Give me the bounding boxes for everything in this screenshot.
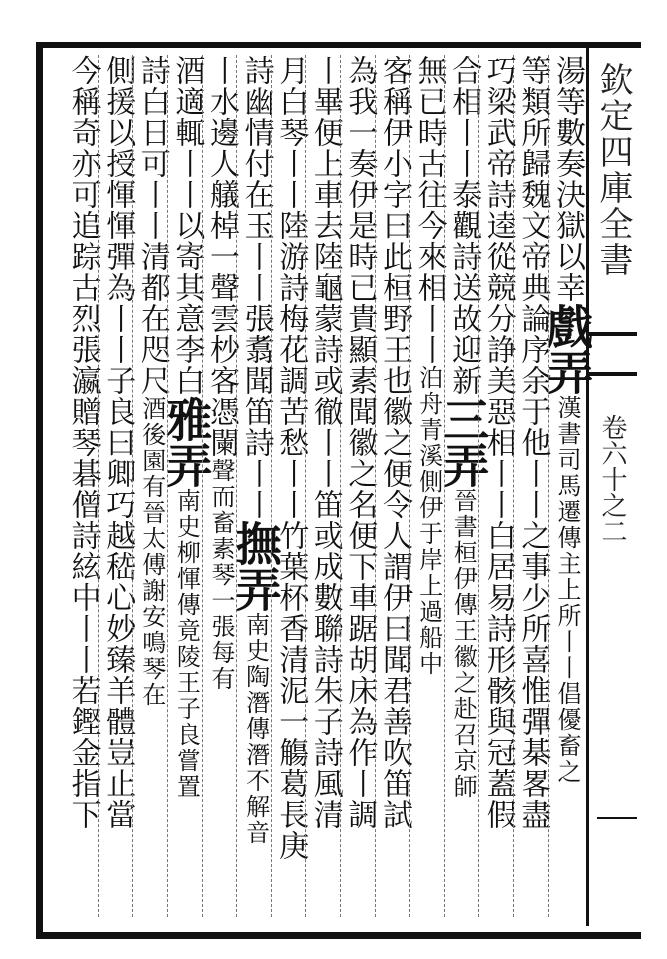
text-column [271, 55, 309, 917]
body-text: 等類所歸魏文帝典論序余于他丨丨之事少所喜惟彈棊畧盡 [515, 55, 551, 830]
column-rule [548, 55, 549, 917]
annotation-text: 酒後園有晉太傅謝安鳴琴在 [137, 396, 166, 708]
column-rule [409, 55, 410, 917]
body-text: 丨畢便上車去陸龜蒙詩或徹丨丨笛或成數聯詩朱子詩風清 [307, 55, 343, 830]
column-rule [375, 55, 376, 917]
text-column [375, 55, 413, 917]
column-rule [478, 55, 479, 917]
text-column [133, 55, 171, 917]
text-column [98, 55, 136, 917]
annotation-text: 聲而畜素琴一張每有 [207, 458, 235, 692]
strip-divider [597, 817, 637, 819]
column-rule [167, 55, 168, 917]
body-text: 無已時古往今來相丨丨 [411, 55, 447, 365]
column-rule [305, 55, 306, 917]
text-column [64, 55, 102, 917]
column-rule [202, 55, 203, 917]
body-text: 客稱伊小字曰此桓野王也徽之便令人謂伊曰聞君善吹笛試 [377, 55, 412, 830]
body-text: 湯等數奏決獄以幸 [550, 55, 585, 303]
entry-heading: 三弄 [436, 396, 491, 488]
body-text: 月白琴丨丨陸游詩梅花調苦愁丨丨竹葉杯香清泥一觴葛長庚 [273, 55, 309, 861]
column-rule [236, 55, 237, 917]
entry-heading: 戲弄 [540, 303, 594, 395]
body-text: 丨水邊人艤棹一聲雲杪客憑闌 [204, 55, 239, 458]
text-column [410, 55, 448, 917]
body-text: 合相丨丨泰觀詩送故迎新 [446, 55, 482, 396]
body-text: 酒適輒丨丨以寄其意李白 [169, 55, 205, 396]
annotation-text: 南史陶潛傳潛不解音 [241, 612, 270, 846]
body-text: 詩白日可丨丨清都在咫尺 [134, 55, 170, 396]
text-column [436, 55, 491, 917]
annotation-text: 南史柳惲傳竟陵王子良嘗置 [172, 488, 201, 800]
column-rule [98, 55, 99, 917]
column-rule [132, 55, 133, 917]
body-text: 詩幽情付在玉丨丨張翥聞笛詩丨丨 [238, 55, 274, 520]
text-column [513, 55, 551, 917]
entry-heading: 雅弄 [159, 396, 214, 488]
column-rule [271, 55, 272, 917]
text-column [340, 55, 378, 917]
body-text: 巧梁武帝詩逵從競分諍美惡相丨丨白居易詩形骸與冠蓋假 [480, 55, 516, 830]
column-rule [444, 55, 445, 917]
body-text: 今稱奇亦可追踪古烈張瀛贈琴碁僧詩絃中丨丨若鏗金指下 [65, 55, 101, 830]
column-rule [513, 55, 514, 917]
column-rule [340, 55, 341, 917]
chapter-label: 卷六十之二 [597, 414, 627, 544]
text-column [228, 55, 283, 917]
text-column [540, 55, 594, 917]
body-text: 為我一奏伊是時已貴顯素聞徽之名便下車踞胡床為作丨調 [342, 55, 378, 830]
annotation-text: 漢書司馬遷傳主上所丨丨倡優畜之 [553, 395, 581, 785]
annotation-text: 泊舟青溪側伊于岸上過船中 [414, 365, 443, 677]
body-text: 側援以授惲惲彈為丨丨子良曰卿巧越嵇心妙臻羊體豈止當 [100, 55, 136, 830]
entry-heading: 撫弄 [228, 520, 283, 612]
text-column [306, 55, 344, 917]
collection-title: 欽定四庫全書 [593, 62, 633, 278]
text-column [159, 55, 214, 917]
header-strip [586, 42, 637, 926]
annotation-text: 晉書桓伊傳王徽之赴召京師 [449, 488, 478, 800]
